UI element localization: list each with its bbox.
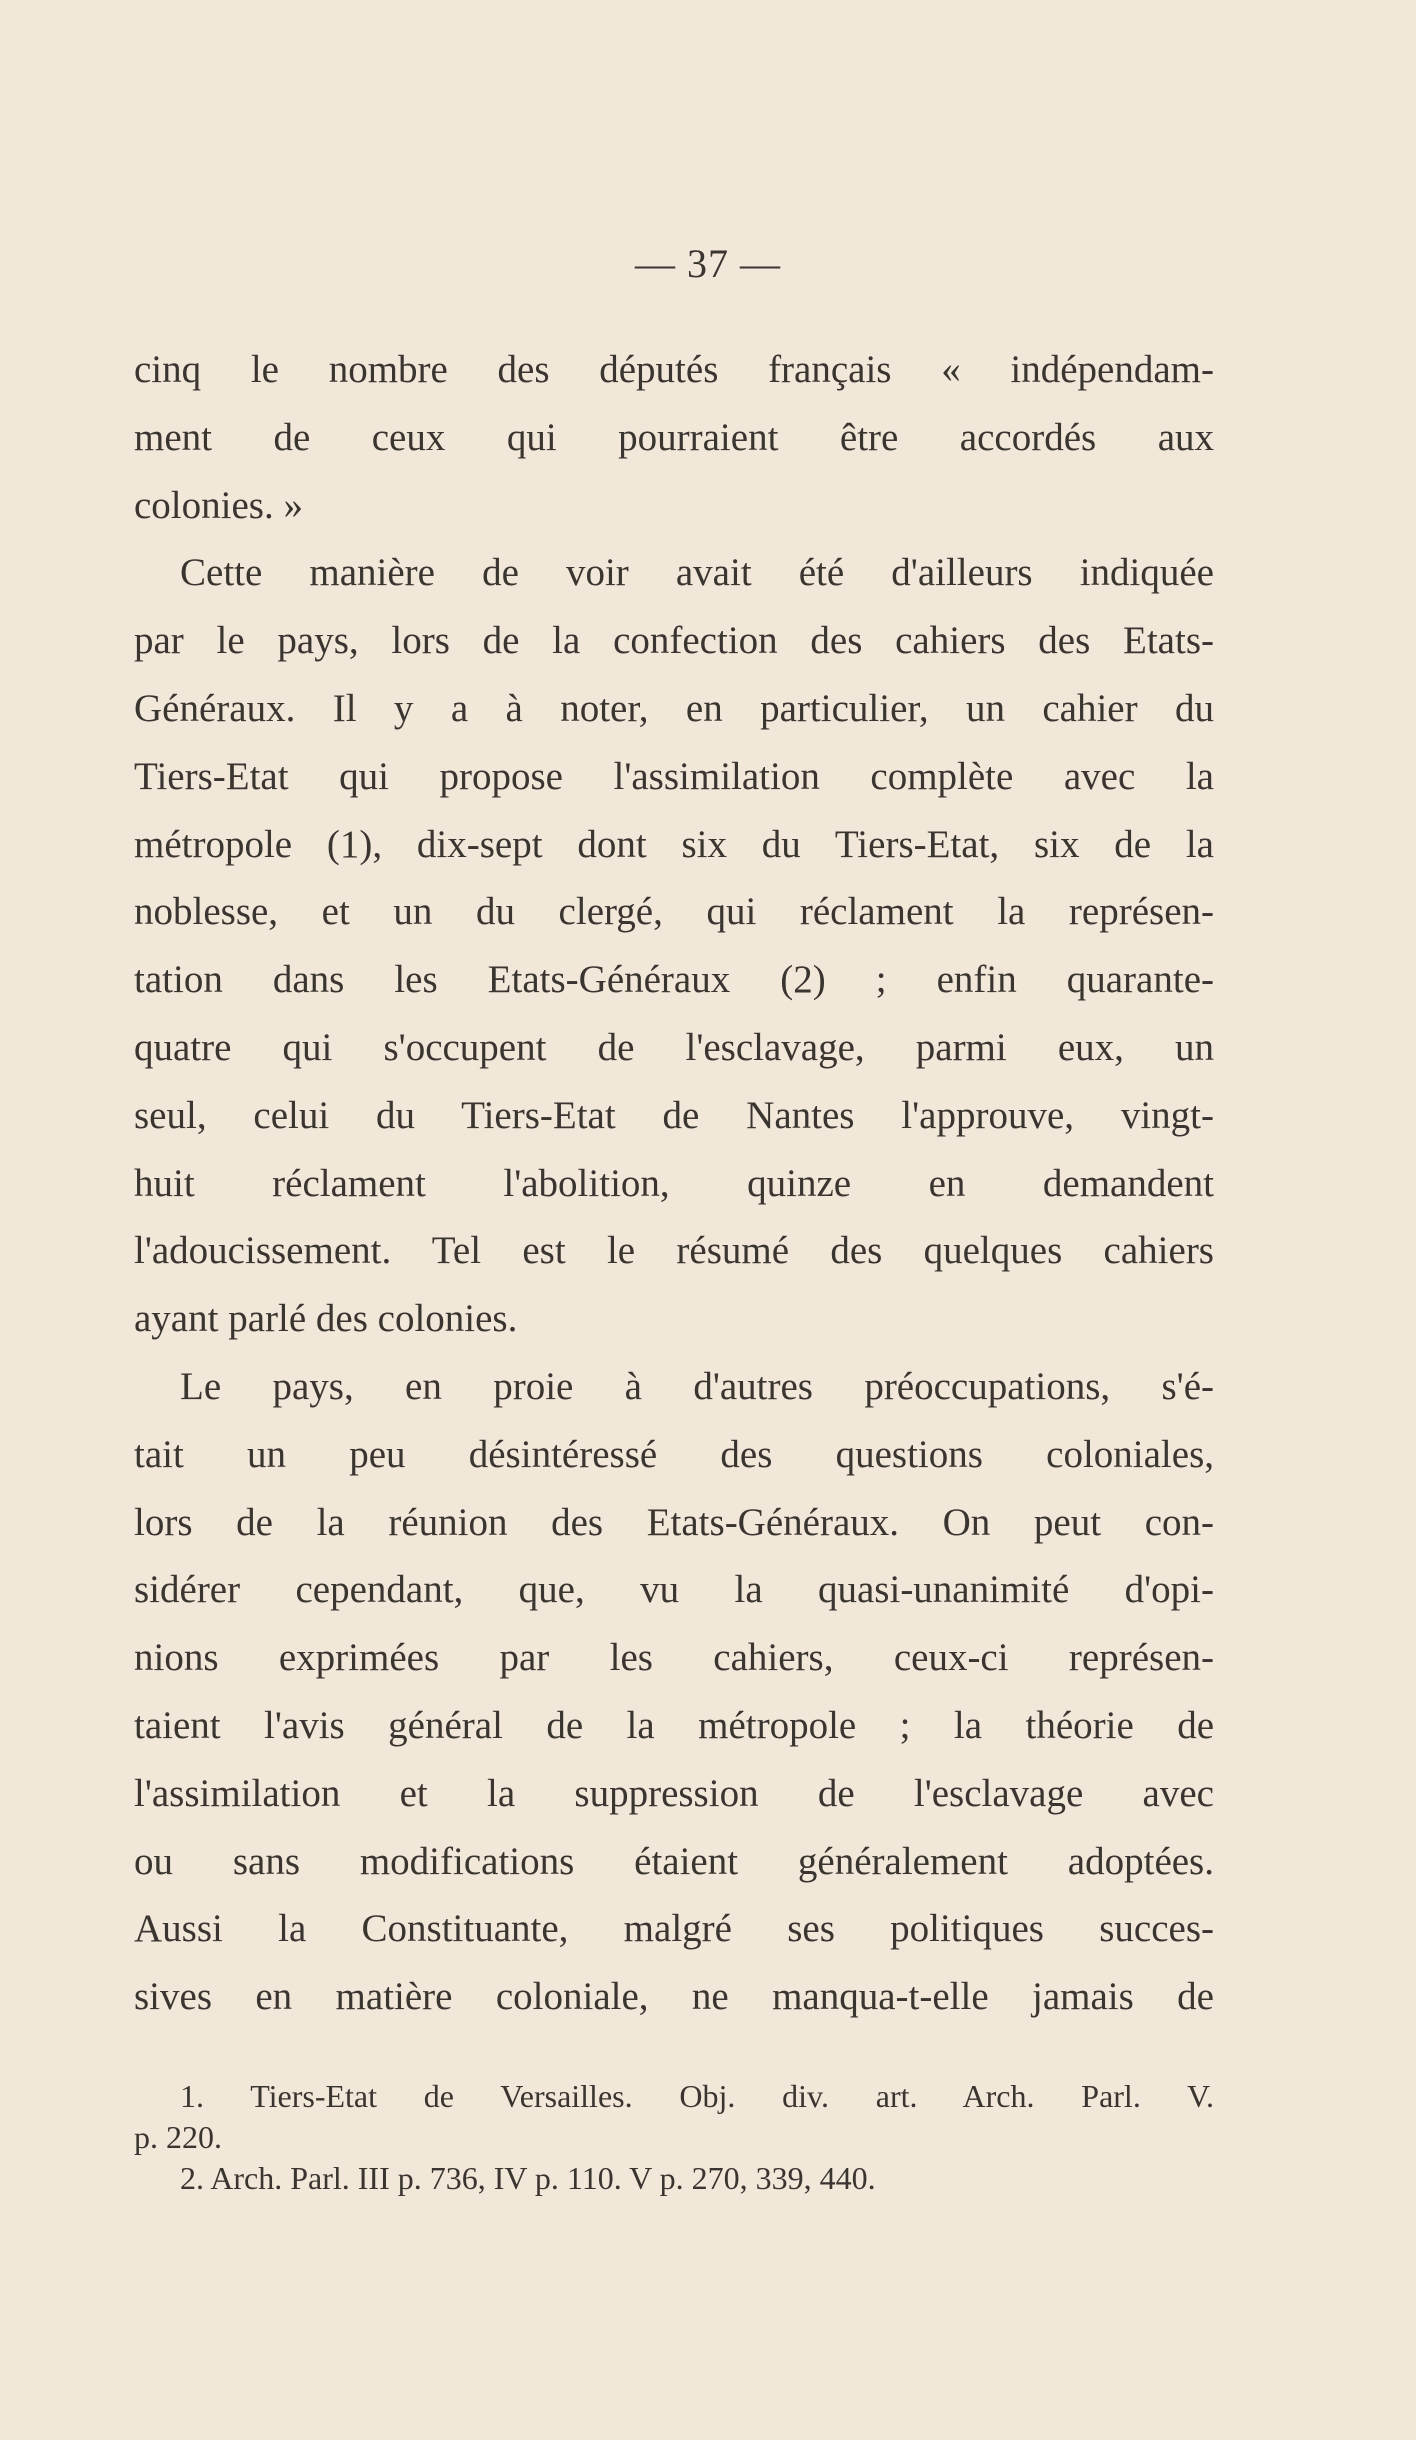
text-line: ment de ceux qui pourraient être accordés aux: [134, 415, 1214, 459]
text-line: tait un peu désintéressé des questions coloniales,: [134, 1432, 1214, 1476]
text-line: par le pays, lors de la confection des cahiers des Etats-: [134, 619, 1214, 663]
text-line: l'assimilation et la suppression de l'esclavage avec: [134, 1771, 1214, 1815]
text-line: Cette manière de voir avait été d'ailleurs indiquée: [180, 551, 1214, 595]
text-line: sives en matière coloniale, ne manqua-t-elle jamais de: [134, 1975, 1214, 2019]
text-line: l'adoucissement. Tel est le résumé des quelques cahiers: [134, 1229, 1214, 1273]
text-line: Aussi la Constituante, malgré ses politiques succes-: [134, 1907, 1214, 1951]
footnote-line: 2. Arch. Parl. III p. 736, IV p. 110. V p. 270, 339, 440.: [180, 2160, 876, 2196]
text-line: noblesse, et un du clergé, qui réclament la représen-: [134, 890, 1214, 934]
text-line: seul, celui du Tiers-Etat de Nantes l'approuve, vingt-: [134, 1093, 1214, 1137]
body-text: [134, 336, 1214, 2031]
text-line: cinq le nombre des députés français « indépendam-: [134, 348, 1214, 391]
text-line: ou sans modifications étaient généralement adoptées.: [134, 1839, 1214, 1883]
text-line: tation dans les Etats-Généraux (2) ; enfin quarante-: [134, 958, 1214, 1002]
page-number: — 37 —: [635, 241, 781, 286]
text-line: nions exprimées par les cahiers, ceux-ci représen-: [134, 1636, 1214, 1680]
text-line: lors de la réunion des Etats-Généraux. On peut con-: [134, 1500, 1214, 1544]
text-line: huit réclament l'abolition, quinze en demandent: [134, 1161, 1214, 1205]
text-line: colonies. »: [134, 483, 303, 527]
text-line: Tiers-Etat qui propose l'assimilation complète avec la: [134, 754, 1214, 798]
footnote-line: p. 220.: [134, 2119, 222, 2155]
text-line: taient l'avis général de la métropole ; la théorie de: [134, 1703, 1214, 1747]
footnote-line: 1. Tiers-Etat de Versailles. Obj. div. art. Arch. Parl. V.: [180, 2078, 1214, 2114]
text-line: sidérer cependant, que, vu la quasi-unanimité d'opi-: [134, 1568, 1214, 1612]
text-line: Le pays, en proie à d'autres préoccupations, s'é-: [180, 1364, 1214, 1408]
text-line: quatre qui s'occupent de l'esclavage, parmi eux, un: [134, 1025, 1214, 1069]
text-line: ayant parlé des colonies.: [134, 1297, 518, 1341]
text-line: métropole (1), dix-sept dont six du Tiers-Etat, six de la: [134, 822, 1214, 866]
footnotes: [134, 2076, 1214, 2199]
text-line: Généraux. Il y a à noter, en particulier, un cahier du: [134, 686, 1214, 730]
